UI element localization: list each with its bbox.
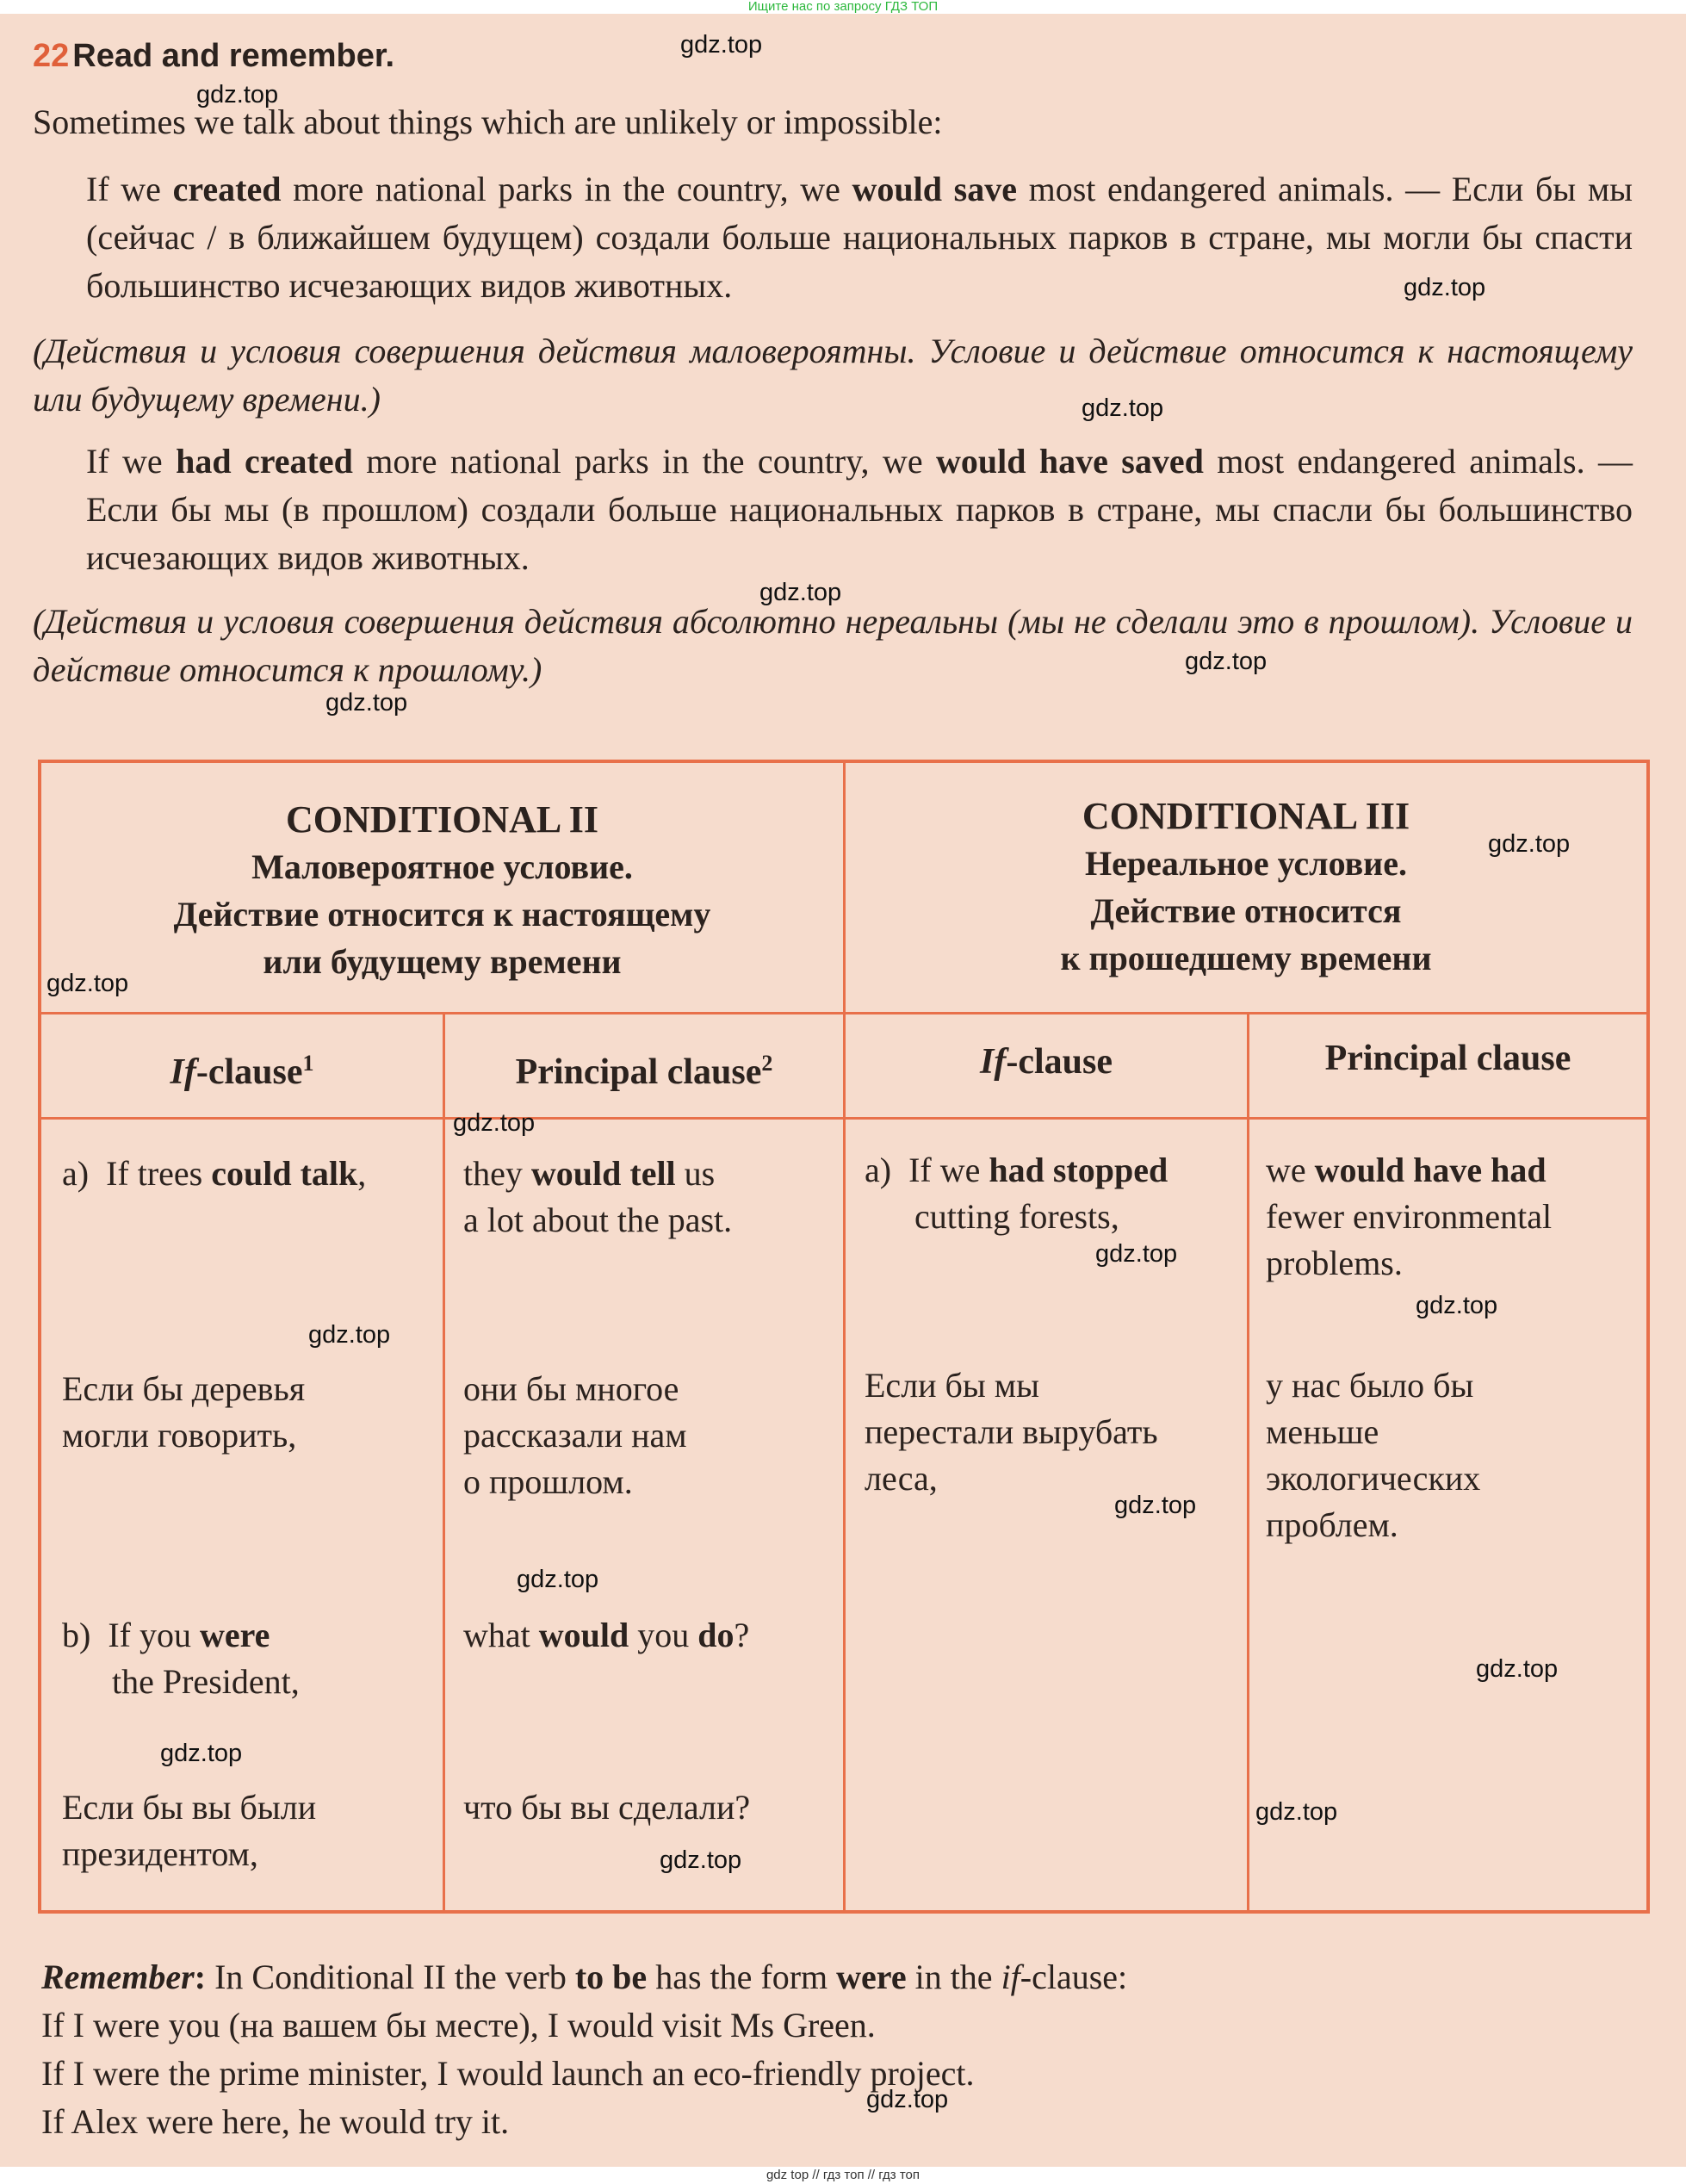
text: most endangered animals. — Если бы мы (в прошлом) создали больше национальных парков в стране, мы спасли бы большинство исчезающих видов животных. (86, 442, 1633, 577)
top-banner[interactable]: Ищите нас по запросу ГДЗ ТОП (0, 0, 1686, 14)
watermark: gdz.top (453, 1109, 536, 1137)
divider (41, 1012, 1646, 1014)
cond3-a-if-clause-ru (865, 1362, 1243, 1502)
bottom-banner[interactable]: gdz top // гдз топ // гдз топ (0, 2167, 1686, 2184)
header-line: или будущему времени (263, 942, 622, 981)
footnote-mark: 2 (761, 1051, 773, 1076)
bold-text: could talk (211, 1154, 358, 1193)
footnote-mark: 1 (302, 1051, 314, 1076)
if-clause-header-3 (846, 1039, 1247, 1085)
remember-example: If I were the prime minister, I would launch an eco-friendly project. (41, 2054, 975, 2093)
cond2-b-if-clause (62, 1612, 441, 1705)
bold-text: would (538, 1616, 629, 1654)
text: us (675, 1154, 716, 1193)
watermark: gdz.top (660, 1846, 742, 1874)
text: cutting forests, (914, 1197, 1119, 1236)
bold-text: created (172, 170, 282, 208)
text: problems. (1266, 1244, 1403, 1282)
text: more national parks in the country, we (281, 170, 852, 208)
text: you (629, 1616, 698, 1654)
header-title: CONDITIONAL II (285, 798, 599, 841)
text: If we (86, 170, 173, 208)
watermark: gdz.top (517, 1566, 599, 1593)
header-line: Действие относится к настоящему (173, 895, 711, 934)
cond2-a-if-clause (62, 1151, 441, 1197)
watermark: gdz.top (866, 2086, 949, 2113)
text: in the (906, 1958, 1001, 1996)
text: ? (734, 1616, 750, 1654)
text: у нас было бы (1266, 1366, 1474, 1405)
text: леса, (865, 1459, 938, 1498)
text: fewer environmental (1266, 1197, 1553, 1236)
bold-text: had stopped (989, 1151, 1168, 1189)
text: рассказали нам (463, 1416, 687, 1455)
text: о прошлом. (463, 1462, 633, 1501)
text: they (463, 1154, 531, 1193)
watermark: gdz.top (1114, 1492, 1197, 1519)
divider (443, 1013, 445, 1910)
header-line: Маловероятное условие. (251, 847, 633, 886)
conditionals-table (38, 760, 1650, 1914)
item-label: a) (865, 1151, 892, 1189)
principal-clause-header-3: Principal clause (1324, 1039, 1571, 1078)
cond2-a-if-clause-ru (62, 1366, 441, 1459)
note-conditional-3: (Действия и условия совершения действия абсолютно нереальны (мы не сделали это в прошлом). Условие и действие относится к прошлому.) (33, 602, 1633, 689)
if-clause-header (41, 1040, 443, 1095)
remember-example: If I were you (на вашем бы месте), I would visit Ms Green. (41, 2006, 876, 2044)
text: президентом, (62, 1834, 258, 1873)
watermark: gdz.top (46, 970, 129, 997)
cond2-a-principal-ru (463, 1366, 842, 1505)
bold-text: would have saved (935, 442, 1204, 481)
conditional-3-header (846, 792, 1646, 982)
bold-text: were (836, 1958, 907, 1996)
note-conditional-2: (Действия и условия совершения действия маловероятны. Условие и действие относится к настоящему или будущему времени.) (33, 332, 1633, 419)
principal-clause-header (445, 1040, 843, 1095)
text: Если бы мы (865, 1366, 1039, 1405)
divider (41, 1117, 1646, 1120)
bold-text: would have had (1314, 1151, 1547, 1189)
text: : (194, 1958, 207, 1996)
exercise-title: Read and remember. (72, 38, 395, 74)
text: what (463, 1616, 539, 1654)
conditional-2-header (41, 796, 843, 985)
text: Principal clause (515, 1052, 762, 1092)
bold-text: had created (176, 442, 353, 481)
example-conditional-3 (86, 437, 1633, 582)
watermark: gdz.top (680, 31, 763, 59)
watermark: gdz.top (160, 1740, 243, 1767)
text: -clause: (1020, 1958, 1128, 1996)
bold-text: would save (852, 170, 1017, 208)
divider (1247, 1013, 1249, 1910)
remember-example: If Alex were here, he would try it. (41, 2102, 510, 2141)
exercise-number: 22 (33, 38, 70, 74)
text: If trees (106, 1154, 212, 1193)
watermark: gdz.top (325, 689, 408, 717)
example-conditional-2 (86, 165, 1633, 310)
text: If we (908, 1151, 989, 1189)
text: If we (86, 442, 177, 481)
cond2-b-principal-ru: что бы вы сделали? (463, 1788, 751, 1827)
watermark: gdz.top (1082, 394, 1164, 422)
watermark: gdz.top (1416, 1292, 1498, 1319)
text: , (357, 1154, 367, 1193)
text: -clause (195, 1052, 303, 1092)
text: экологических (1266, 1459, 1481, 1498)
text: перестали вырубать (865, 1412, 1158, 1451)
bold-text: to be (574, 1958, 648, 1996)
exercise-heading (33, 38, 394, 75)
intro-text: Sometimes we talk about things which are unlikely or impossible: (33, 102, 943, 141)
if-word: If (980, 1042, 1007, 1082)
watermark: gdz.top (759, 579, 842, 606)
text: has the form (647, 1958, 837, 1996)
watermark: gdz.top (1488, 830, 1571, 858)
italic-text: if (1001, 1958, 1020, 1996)
item-label: b) (62, 1616, 91, 1654)
header-line: к прошедшему времени (1060, 939, 1432, 977)
bold-text: would tell (530, 1154, 676, 1193)
text: меньше (1266, 1412, 1379, 1451)
watermark: gdz.top (1095, 1240, 1178, 1268)
watermark: gdz.top (196, 81, 279, 109)
text: we (1266, 1151, 1315, 1189)
textbook-page (0, 14, 1686, 2167)
watermark: gdz.top (1185, 648, 1268, 675)
cond2-b-principal (463, 1612, 842, 1659)
text: If you (108, 1616, 200, 1654)
header-line: Нереальное условие. (1085, 844, 1407, 883)
cond2-b-if-clause-ru (62, 1784, 441, 1877)
watermark: gdz.top (308, 1321, 391, 1349)
text: они бы многое (463, 1369, 679, 1408)
text: проблем. (1266, 1505, 1398, 1544)
cond3-a-principal-ru (1266, 1362, 1645, 1548)
text: -clause (1006, 1042, 1113, 1082)
cond2-a-principal (463, 1151, 842, 1244)
watermark: gdz.top (1255, 1798, 1338, 1826)
cond3-a-principal (1266, 1147, 1645, 1287)
text: the President, (112, 1662, 300, 1701)
remember-block (41, 1953, 1643, 2146)
text: In Conditional II the verb (206, 1958, 575, 1996)
text: a lot about the past. (463, 1201, 733, 1239)
text: могли говорить, (62, 1416, 297, 1455)
remember-label: Remember (41, 1958, 195, 1996)
header-line: Действие относится (1090, 891, 1402, 930)
watermark: gdz.top (1404, 274, 1486, 301)
text: most endangered animals. — Если бы мы (сейчас / в ближайшем будущем) создали больше национальных парков в стране, мы могли бы спасти большинство исчезающих видов животных. (86, 170, 1633, 305)
header-title: CONDITIONAL III (1082, 795, 1410, 837)
text: Если бы деревья (62, 1369, 306, 1408)
cond3-a-if-clause (865, 1147, 1243, 1240)
watermark: gdz.top (1476, 1655, 1559, 1683)
text: more national parks in the country, we (352, 442, 936, 481)
bold-text: were (199, 1616, 270, 1654)
text: Если бы вы были (62, 1788, 317, 1827)
bold-text: do (697, 1616, 735, 1654)
item-label: a) (62, 1154, 90, 1193)
if-word: If (170, 1052, 196, 1092)
